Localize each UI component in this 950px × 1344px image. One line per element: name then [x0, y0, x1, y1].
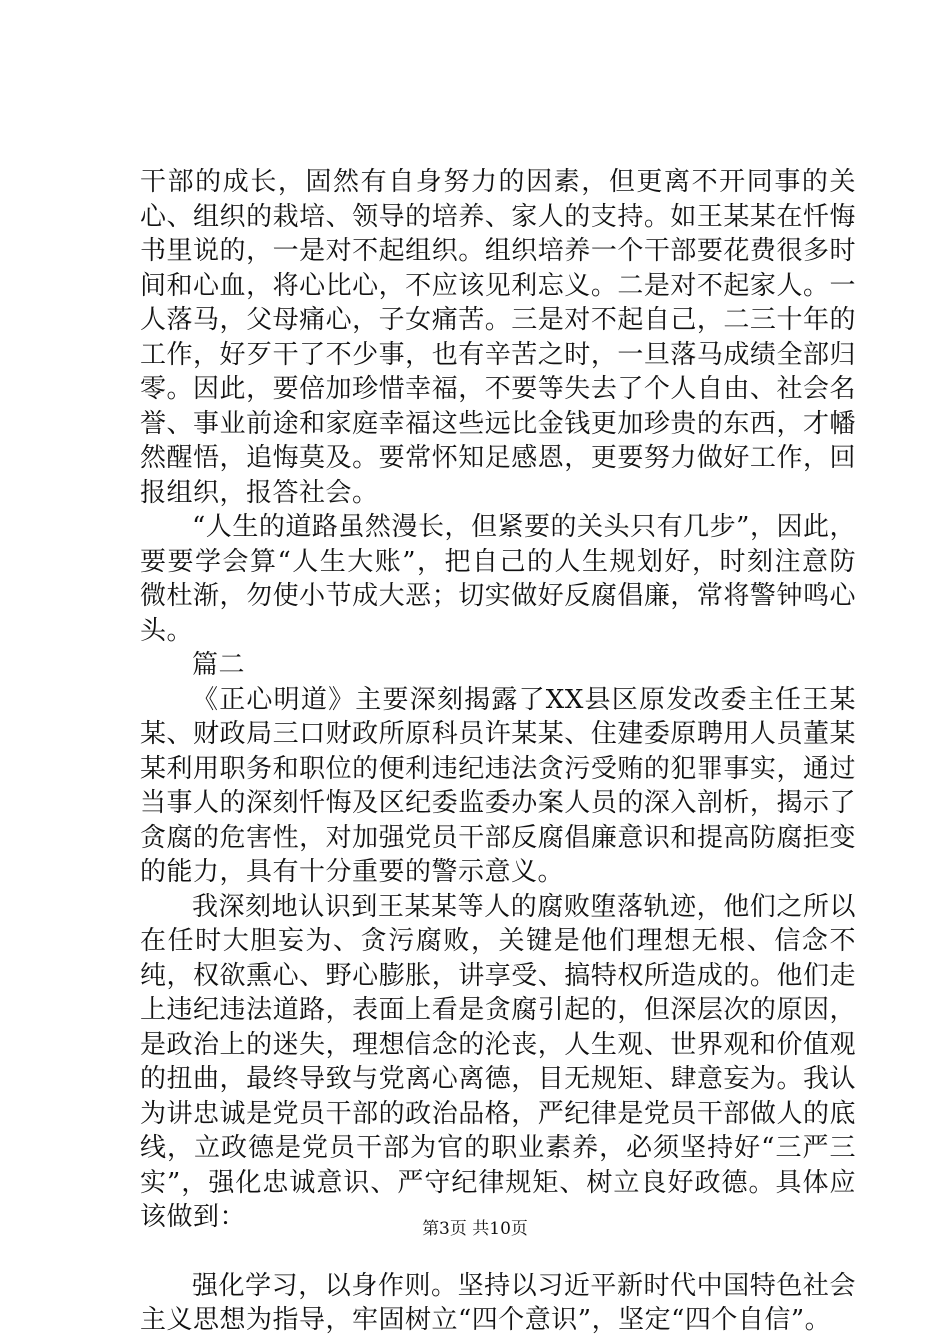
paragraph-5: 强化学习，以身作则。坚持以习近平新时代中国特色社会主义思想为指导，牢固树立“四个意识”，坚定“四个自信”。	[140, 1270, 856, 1335]
page-number-label: 第3页 共10页	[422, 1219, 528, 1239]
paragraph-4: 我深刻地认识到王某某等人的腐败堕落轨迹，他们之所以在任时大胆妄为、贪污腐败，关键是他们理想无根、信念不纯，权欲熏心、野心膨胀，讲享受、搞特权所造成的。他们走上违纪违法道路，表面上看是贪腐引起的，但深层次的原因，是政治上的迷失，理想信念的沦丧，人生观、世界观和价值观的扭曲，最终导致与党离心离德，目无规矩、肆意妄为。我认为讲忠诚是党员干部的政治品格，严纪律是党员干部做人的底线，立政德是党员干部为官的职业素养，必须坚持好“三严三实”，强化忠诚意识、严守纪律规矩、树立良好政德。具体应该做到：	[140, 891, 856, 1232]
page-footer	[0, 1218, 950, 1240]
paragraph-1: 干部的成长，固然有自身努力的因素，但更离不开同事的关心、组织的栽培、领导的培养、家人的支持。如王某某在忏悔书里说的，一是对不起组织。组织培养一个干部要花费很多时间和心血，将心比心，不应该见利忘义。二是对不起家人。一人落马，父母痛心，子女痛苦。三是对不起自己，二三十年的工作，好歹干了不少事，也有辛苦之时，一旦落马成绩全部归零。因此，要倍加珍惜幸福，不要等失去了个人自由、社会名誉、事业前途和家庭幸福这些远比金钱更加珍贵的东西，才幡然醒悟，追悔莫及。要常怀知足感恩，更要努力做好工作，回报组织，报答社会。	[140, 167, 856, 508]
paragraph-2: “人生的道路虽然漫长，但紧要的关头只有几步”，因此，要要学会算“人生大账”，把自己的人生规划好，时刻注意防微杜渐，勿使小节成大恶；切实做好反腐倡廉，常将警钟鸣心头。	[140, 512, 856, 646]
document-body	[140, 165, 856, 1338]
paragraph-3: 《正心明道》主要深刻揭露了XX县区原发改委主任王某某、财政局三口财政所原科员许某某、住建委原聘用人员董某某利用职务和职位的便利违纪违法贪污受贿的犯罪事实，通过当事人的深刻忏悔及区纪委监委办案人员的深入剖析，揭示了贪腐的危害性，对加强党员干部反腐倡廉意识和提高防腐拒变的能力，具有十分重要的警示意义。	[140, 684, 856, 887]
section-heading-part-two: 篇二	[192, 650, 246, 680]
